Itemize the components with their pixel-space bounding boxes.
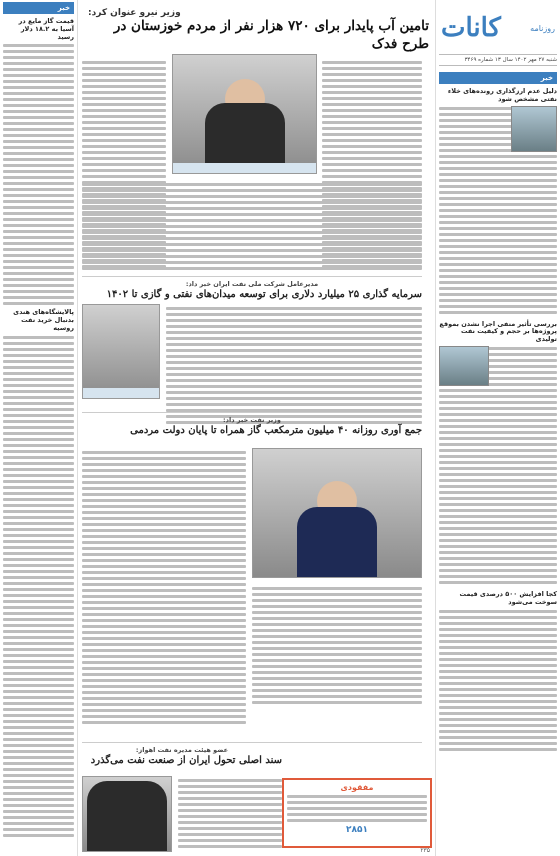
story-2-photo (82, 304, 160, 399)
lead-text-bottom (82, 180, 422, 273)
story-4-photo (82, 776, 172, 852)
story-4 (82, 746, 282, 767)
story-3-kicker: وزیر نفت خبر داد: (223, 416, 281, 424)
masthead-tag: روزنامه (530, 23, 555, 33)
story-2 (82, 280, 422, 301)
divider-1 (82, 276, 422, 277)
story-3-headline: جمع آوری روزانه ۴۰ میلیون مترمکعب گاز همراه تا پایان دولت مردمی (130, 425, 422, 436)
story-3-text-left (82, 448, 246, 727)
divider-2 (82, 412, 422, 413)
right-photo-1 (511, 106, 557, 152)
lead-photo (172, 54, 317, 174)
story-3 (82, 416, 422, 437)
lost-notice-number: ۲۸۵۱ (346, 825, 368, 835)
date-line: شنبه ۲۷ مهر ۱۴۰۲ سال ۱۳ شماره ۳۴۶۹ (439, 54, 557, 66)
lost-notice-box (282, 778, 432, 848)
right-news-title-1: دلیل عدم ارزگذاری رونده‌های خلاء نفتی مشخص شود (447, 87, 557, 103)
lead-kicker: وزیر نیرو عنوان کرد: (88, 8, 181, 18)
left-section-head: خبر (3, 2, 74, 14)
story-2-kicker: مدیرعامل شرکت ملی نفت ایران خبر داد: (185, 280, 319, 288)
lost-notice-title: مفقودی (340, 783, 374, 792)
story-3-text-bottom (252, 584, 422, 707)
lost-notice-text (287, 795, 427, 822)
right-text-block-3 (439, 610, 557, 751)
story-4-headline: سند اصلی تحول ایران از صنعت نفت می‌گذرد (90, 755, 282, 766)
left-text-block-2 (3, 336, 74, 837)
divider-3 (82, 742, 422, 743)
story-2-headline: سرمایه گذاری ۲۵ میلیارد دلاری برای توسعه میدان‌های نفتی و گازی تا ۱۴۰۲ (106, 289, 422, 300)
right-sidebar (435, 0, 560, 856)
left-sidebar (0, 0, 78, 856)
right-photo-2 (439, 346, 489, 386)
left-news-title-1: قیمت گاز مایع در آسیا به ۱۸.۲ دلار رسید (18, 17, 74, 41)
masthead (439, 2, 557, 54)
newspaper-logo: كانات (441, 13, 501, 43)
left-news-title-2: پالایشگاه‌های هندی بدنبال خرید نفت روسیه (13, 308, 74, 332)
right-news-title-2: بررسی تأثیر منفی اجرا نشدن بموقع پروژه‌ها بر حجم و کیفیت نفت تولیدی (439, 319, 557, 344)
right-section-head: خبر (439, 72, 557, 84)
lead-headline: تامین آب پایدار برای ۷۲۰ هزار نفر از مردم خوزستان در طرح فدک (113, 18, 429, 52)
main-content (82, 0, 435, 856)
story-2-text (166, 304, 422, 427)
story-3-photo (252, 448, 422, 578)
left-text-block-1 (3, 44, 74, 305)
right-news-title-3: کجا افزایش ۵۰۰ درصدی قیمت سوخت می‌شود (459, 589, 557, 606)
page-number: ۲۳۵ (420, 847, 430, 854)
story-4-kicker: عضو هیئت مدیره نفت اهواز: (135, 746, 229, 754)
story-4-text (178, 776, 282, 851)
